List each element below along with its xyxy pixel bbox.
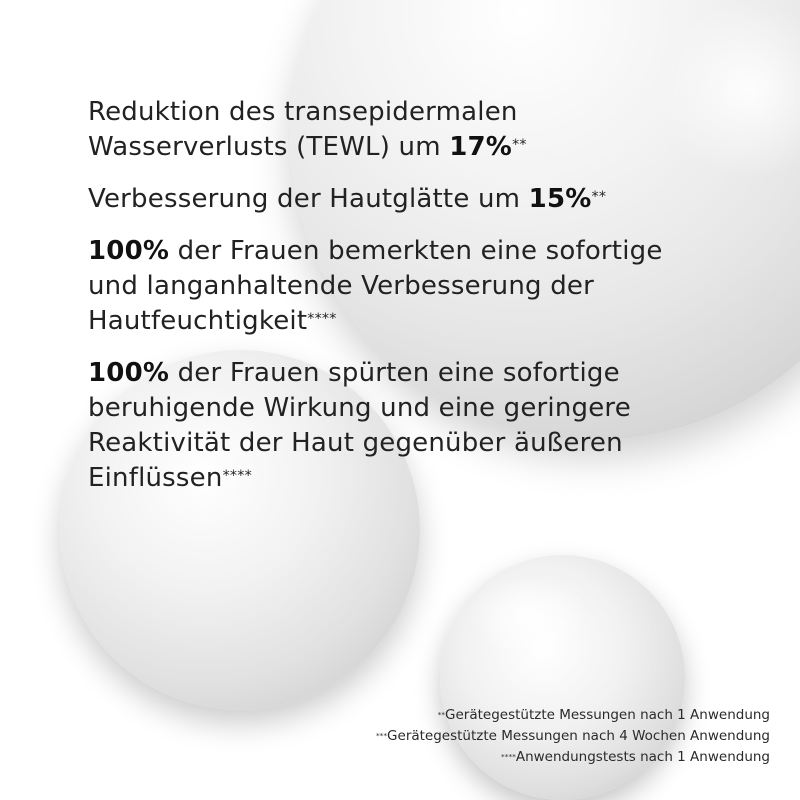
- claim-hydration-line1: der Frauen bemerkten eine sofortige: [169, 236, 663, 266]
- claim-tewl-line1: Reduktion des transepidermalen: [88, 97, 518, 127]
- claim-hydration-line2: und langanhaltende Verbesserung der: [88, 271, 594, 301]
- footnote-text: Gerätegestützte Messungen nach 1 Anwendung: [445, 707, 770, 723]
- footnote-text: Anwendungstests nach 1 Anwendung: [515, 749, 770, 765]
- claim-smoothness-footnote-mark: **: [591, 188, 607, 205]
- claim-smoothness-value: 15%: [528, 184, 592, 214]
- claims-list: [88, 95, 778, 496]
- claim-tewl: [88, 95, 778, 165]
- footnote-application-test: [376, 747, 770, 768]
- footnote-mark: ***: [375, 730, 388, 740]
- claim-smoothness-text: Verbesserung der Hautglätte um: [88, 184, 529, 214]
- claim-soothing-line3: Reaktivität der Haut gegenüber äußeren: [88, 428, 623, 458]
- footnote-mark: **: [437, 709, 445, 719]
- claim-hydration-value: 100%: [88, 236, 170, 266]
- claim-smoothness: [88, 182, 778, 217]
- claim-hydration-line3: Hautfeuchtigkeit: [88, 306, 308, 336]
- claim-soothing-line2: beruhigende Wirkung und eine geringere: [88, 393, 631, 423]
- claim-soothing-footnote-mark: ****: [222, 467, 252, 484]
- claim-soothing-line4: Einflüssen: [88, 463, 223, 493]
- claim-soothing-line1: der Frauen spürten eine sofortige: [169, 358, 620, 388]
- claim-hydration: [88, 234, 778, 339]
- claim-tewl-text: Wasserverlusts (TEWL) um: [88, 132, 450, 162]
- footnotes: [376, 705, 770, 768]
- claim-soothing-value: 100%: [88, 358, 170, 388]
- footnote-mark: ****: [501, 751, 516, 761]
- claim-soothing: [88, 356, 778, 496]
- claim-tewl-footnote-mark: **: [512, 136, 527, 153]
- claim-tewl-value: 17%: [449, 132, 513, 162]
- footnote-device-1: [376, 705, 770, 726]
- claim-hydration-footnote-mark: ****: [307, 310, 337, 327]
- footnote-device-4-weeks: [376, 726, 770, 747]
- footnote-text: Gerätegestützte Messungen nach 4 Wochen Anwendung: [387, 728, 770, 744]
